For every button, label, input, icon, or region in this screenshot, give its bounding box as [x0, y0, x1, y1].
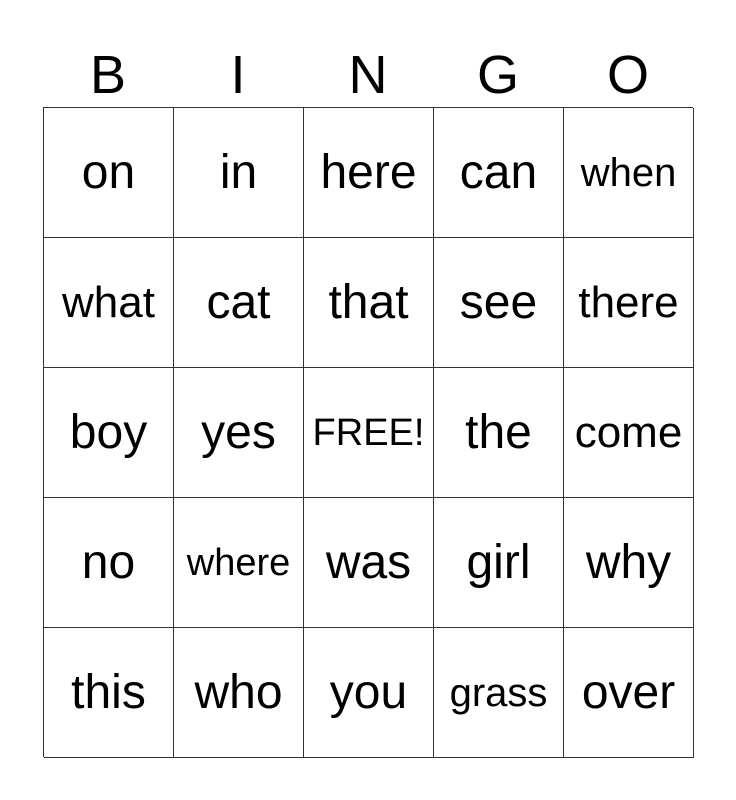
- header-letter-n: N: [348, 45, 388, 105]
- bingo-cell[interactable]: see: [434, 238, 564, 368]
- bingo-cell[interactable]: no: [44, 498, 174, 628]
- bingo-cell[interactable]: what: [44, 238, 174, 368]
- bingo-cell[interactable]: over: [564, 628, 694, 758]
- bingo-board: [43, 107, 693, 757]
- bingo-header: [43, 44, 693, 106]
- bingo-cell[interactable]: who: [174, 628, 304, 758]
- bingo-cell[interactable]: can: [434, 108, 564, 238]
- bingo-cell[interactable]: where: [174, 498, 304, 628]
- bingo-cell[interactable]: on: [44, 108, 174, 238]
- bingo-cell[interactable]: why: [564, 498, 694, 628]
- bingo-cell[interactable]: that: [304, 238, 434, 368]
- bingo-cell[interactable]: there: [564, 238, 694, 368]
- header-letter-b: B: [89, 45, 127, 105]
- bingo-cell[interactable]: here: [304, 108, 434, 238]
- bingo-cell[interactable]: cat: [174, 238, 304, 368]
- bingo-cell[interactable]: boy: [44, 368, 174, 498]
- bingo-cell[interactable]: this: [44, 628, 174, 758]
- bingo-cell[interactable]: was: [304, 498, 434, 628]
- bingo-cell[interactable]: in: [174, 108, 304, 238]
- header-letter-o: O: [606, 45, 649, 105]
- free-space-cell[interactable]: FREE!: [304, 368, 434, 498]
- header-letter-i: I: [230, 45, 246, 105]
- bingo-cell[interactable]: you: [304, 628, 434, 758]
- header-letter-g: G: [476, 45, 519, 105]
- bingo-cell[interactable]: grass: [434, 628, 564, 758]
- bingo-cell[interactable]: when: [564, 108, 694, 238]
- bingo-cell[interactable]: the: [434, 368, 564, 498]
- bingo-cell[interactable]: yes: [174, 368, 304, 498]
- bingo-cell[interactable]: girl: [434, 498, 564, 628]
- bingo-cell[interactable]: come: [564, 368, 694, 498]
